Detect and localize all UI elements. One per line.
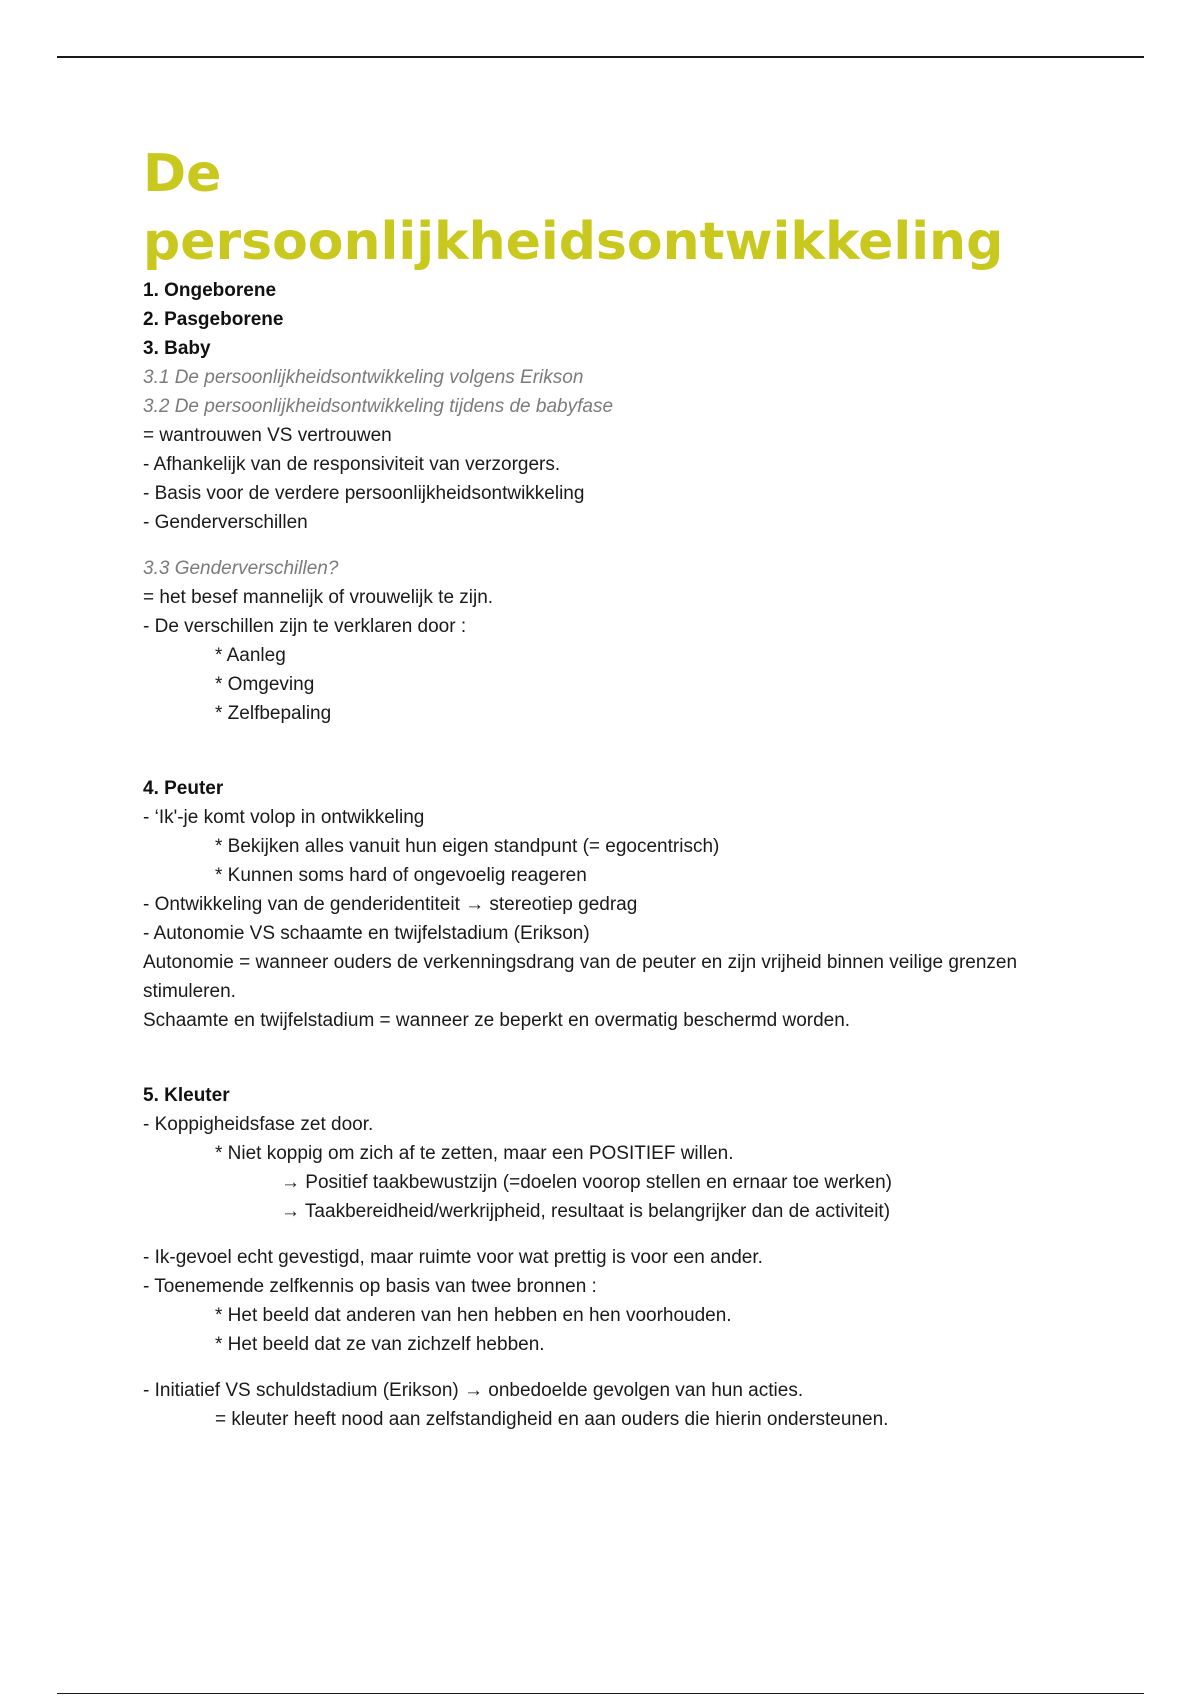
subheading-genderverschillen: 3.3 Genderverschillen? bbox=[143, 558, 339, 579]
heading-baby: 3. Baby bbox=[143, 338, 211, 359]
header-rule bbox=[57, 56, 1144, 58]
gender-line-1: = het besef mannelijk of vrouwelijk te zijn. bbox=[143, 587, 494, 608]
gender-bullet-1: * Aanleg bbox=[215, 645, 286, 666]
kleuter-arrow-1: → Positief taakbewustzijn (=doelen voorop stellen en ernaar toe werken) bbox=[281, 1172, 892, 1193]
kleuter-line-4: - Initiatief VS schuldstadium (Erikson) → onbedoelde gevolgen van hun acties. bbox=[143, 1380, 804, 1401]
title-line-2: persoonlijkheidsontwikkeling bbox=[143, 212, 1004, 272]
subheading-erikson: 3.1 De persoonlijkheidsontwikkeling volgens Erikson bbox=[143, 367, 584, 388]
baby-line-1: = wantrouwen VS vertrouwen bbox=[143, 425, 392, 446]
gender-line-2: - De verschillen zijn te verklaren door : bbox=[143, 616, 467, 637]
peuter-paragraph-1: Autonomie = wanneer ouders de verkenningsdrang van de peuter en zijn vrijheid binnen veilige grenzen stimuleren. bbox=[143, 952, 1018, 1002]
kleuter-line-5: = kleuter heeft nood aan zelfstandigheid en aan ouders die hierin ondersteunen. bbox=[215, 1409, 889, 1430]
baby-line-2: - Afhankelijk van de responsiviteit van verzorgers. bbox=[143, 454, 561, 475]
heading-ongeborene: 1. Ongeborene bbox=[143, 280, 277, 301]
heading-pasgeborene: 2. Pasgeborene bbox=[143, 309, 284, 330]
kleuter-bullet-2: * Het beeld dat anderen van hen hebben en hen voorhouden. bbox=[215, 1305, 732, 1326]
peuter-line-1: - ‘Ik'-je komt volop in ontwikkeling bbox=[143, 807, 425, 828]
title-line-1: De bbox=[143, 144, 222, 204]
baby-line-4: - Genderverschillen bbox=[143, 512, 308, 533]
subheading-babyfase: 3.2 De persoonlijkheidsontwikkeling tijdens de babyfase bbox=[143, 396, 614, 417]
peuter-bullet-1: * Bekijken alles vanuit hun eigen standpunt (= egocentrisch) bbox=[215, 836, 720, 857]
kleuter-bullet-3: * Het beeld dat ze van zichzelf hebben. bbox=[215, 1334, 545, 1355]
gender-bullet-2: * Omgeving bbox=[215, 674, 315, 695]
kleuter-line-3: - Toenemende zelfkennis op basis van twee bronnen : bbox=[143, 1276, 597, 1297]
peuter-line-3: - Autonomie VS schaamte en twijfelstadium (Erikson) bbox=[143, 923, 590, 944]
peuter-paragraph-2: Schaamte en twijfelstadium = wanneer ze beperkt en overmatig beschermd worden. bbox=[143, 1010, 851, 1031]
document-page bbox=[143, 140, 1103, 1434]
baby-line-3: - Basis voor de verdere persoonlijkheidsontwikkeling bbox=[143, 483, 585, 504]
kleuter-line-1: - Koppigheidsfase zet door. bbox=[143, 1114, 374, 1135]
gender-bullet-3: * Zelfbepaling bbox=[215, 703, 332, 724]
kleuter-bullet-1: * Niet koppig om zich af te zetten, maar een POSITIEF willen. bbox=[215, 1143, 734, 1164]
peuter-bullet-2: * Kunnen soms hard of ongevoelig reageren bbox=[215, 865, 587, 886]
kleuter-arrow-2: → Taakbereidheid/werkrijpheid, resultaat is belangrijker dan de activiteit) bbox=[281, 1201, 891, 1222]
footer-rule bbox=[57, 1693, 1144, 1694]
document-title bbox=[143, 140, 1103, 276]
kleuter-line-2: - Ik-gevoel echt gevestigd, maar ruimte voor wat prettig is voor een ander. bbox=[143, 1247, 763, 1268]
peuter-line-2: - Ontwikkeling van de genderidentiteit → stereotiep gedrag bbox=[143, 894, 638, 915]
heading-peuter: 4. Peuter bbox=[143, 778, 224, 799]
heading-kleuter: 5. Kleuter bbox=[143, 1085, 230, 1106]
